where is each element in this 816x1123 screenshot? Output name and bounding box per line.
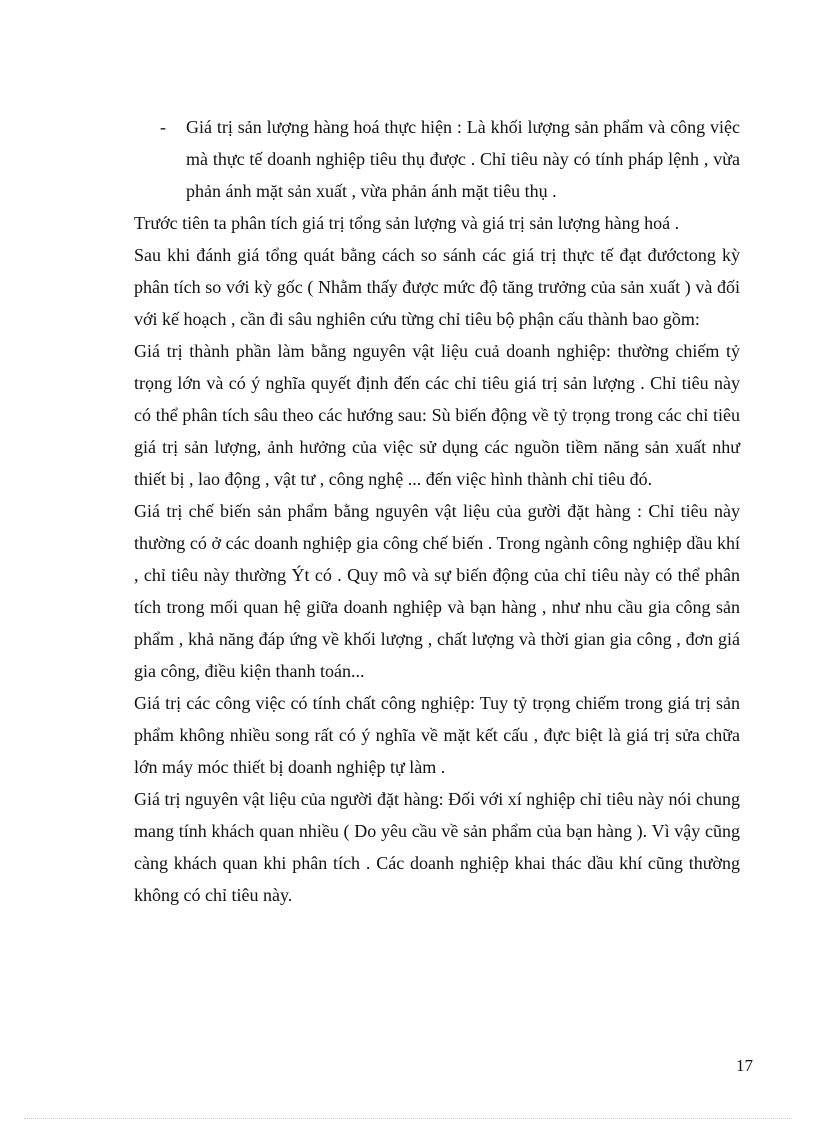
paragraph-processing: Giá trị chế biến sản phẩm bằng nguyên vật liệu của gười đặt hàng : Chỉ tiêu này thường có ở các doanh nghiệp gia công chế biến . Trong ngành công nghiệp dầu khí , chỉ tiêu này thường Ýt có . Quy mô và sự biến động của chỉ tiêu này có thể phân tích trong mối quan hệ giữa doanh nghiệp và bạn hàng , như nhu cầu gia công sản phẩm , khả năng đáp ứng về khối lượng , chất lượng và thời gian gia công , đơn giá gia công, điều kiện thanh toán... [134, 501, 740, 681]
bullet-text: Giá trị sản lượng hàng hoá thực hiện : Là khối lượng sản phẩm và công việc mà thực tế doanh nghiệp tiêu thụ được . Chỉ tiêu này có tính pháp lệnh , vừa phản ánh mặt sản xuất , vừa phản ánh mặt tiêu thụ . [186, 117, 740, 201]
body-text [134, 207, 740, 911]
paragraph-intro: Trước tiên ta phân tích giá trị tổng sản lượng và giá trị sản lượng hàng hoá . [134, 213, 680, 233]
page-number: 17 [736, 1056, 753, 1075]
paragraph-own-materials: Giá trị thành phần làm bằng nguyên vật liệu cuả doanh nghiệp: thường chiếm tỷ trọng lớn và có ý nghĩa quyết định đến các chỉ tiêu giá trị sản lượng . Chỉ tiêu này có thể phân tích sâu theo các hướng sau: Sù biến động về tỷ trọng trong các chỉ tiêu giá trị sản lượng, ảnh hưởng của việc sử dụng các nguồn tiềm năng sản xuất như thiết bị , lao động , vật tư , công nghệ ... đến việc hình thành chỉ tiêu đó. [134, 341, 740, 489]
bullet-item [160, 111, 740, 207]
paragraph-client-materials: Giá trị nguyên vật liệu của người đặt hàng: Đối với xí nghiệp chỉ tiêu này nói chung mang tính khách quan nhiều ( Do yêu cầu về sản phẩm của bạn hàng ). Vì vậy cũng càng khách quan khi phân tích . Các doanh nghiệp khai thác dầu khí cũng thường không có chỉ tiêu này. [134, 789, 740, 905]
footer-divider [24, 1118, 792, 1119]
bullet-marker: - [160, 117, 166, 137]
paragraph-industrial-work: Giá trị các công việc có tính chất công nghiệp: Tuy tỷ trọng chiếm trong giá trị sản phẩm không nhiều song rất có ý nghĩa về mặt kết cấu , đực biệt là giá trị sửa chữa lớn máy móc thiết bị doanh nghiệp tự làm . [134, 693, 740, 777]
paragraph-overview: Sau khi đánh giá tổng quát bằng cách so sánh các giá trị thực tế đạt đướctong kỳ phân tích so với kỳ gốc ( Nhằm thấy được mức độ tăng trưởng của sản xuất ) và đối với kế hoạch , cần đi sâu nghiên cứu từng chỉ tiêu bộ phận cấu thành bao gồm: [134, 245, 740, 329]
